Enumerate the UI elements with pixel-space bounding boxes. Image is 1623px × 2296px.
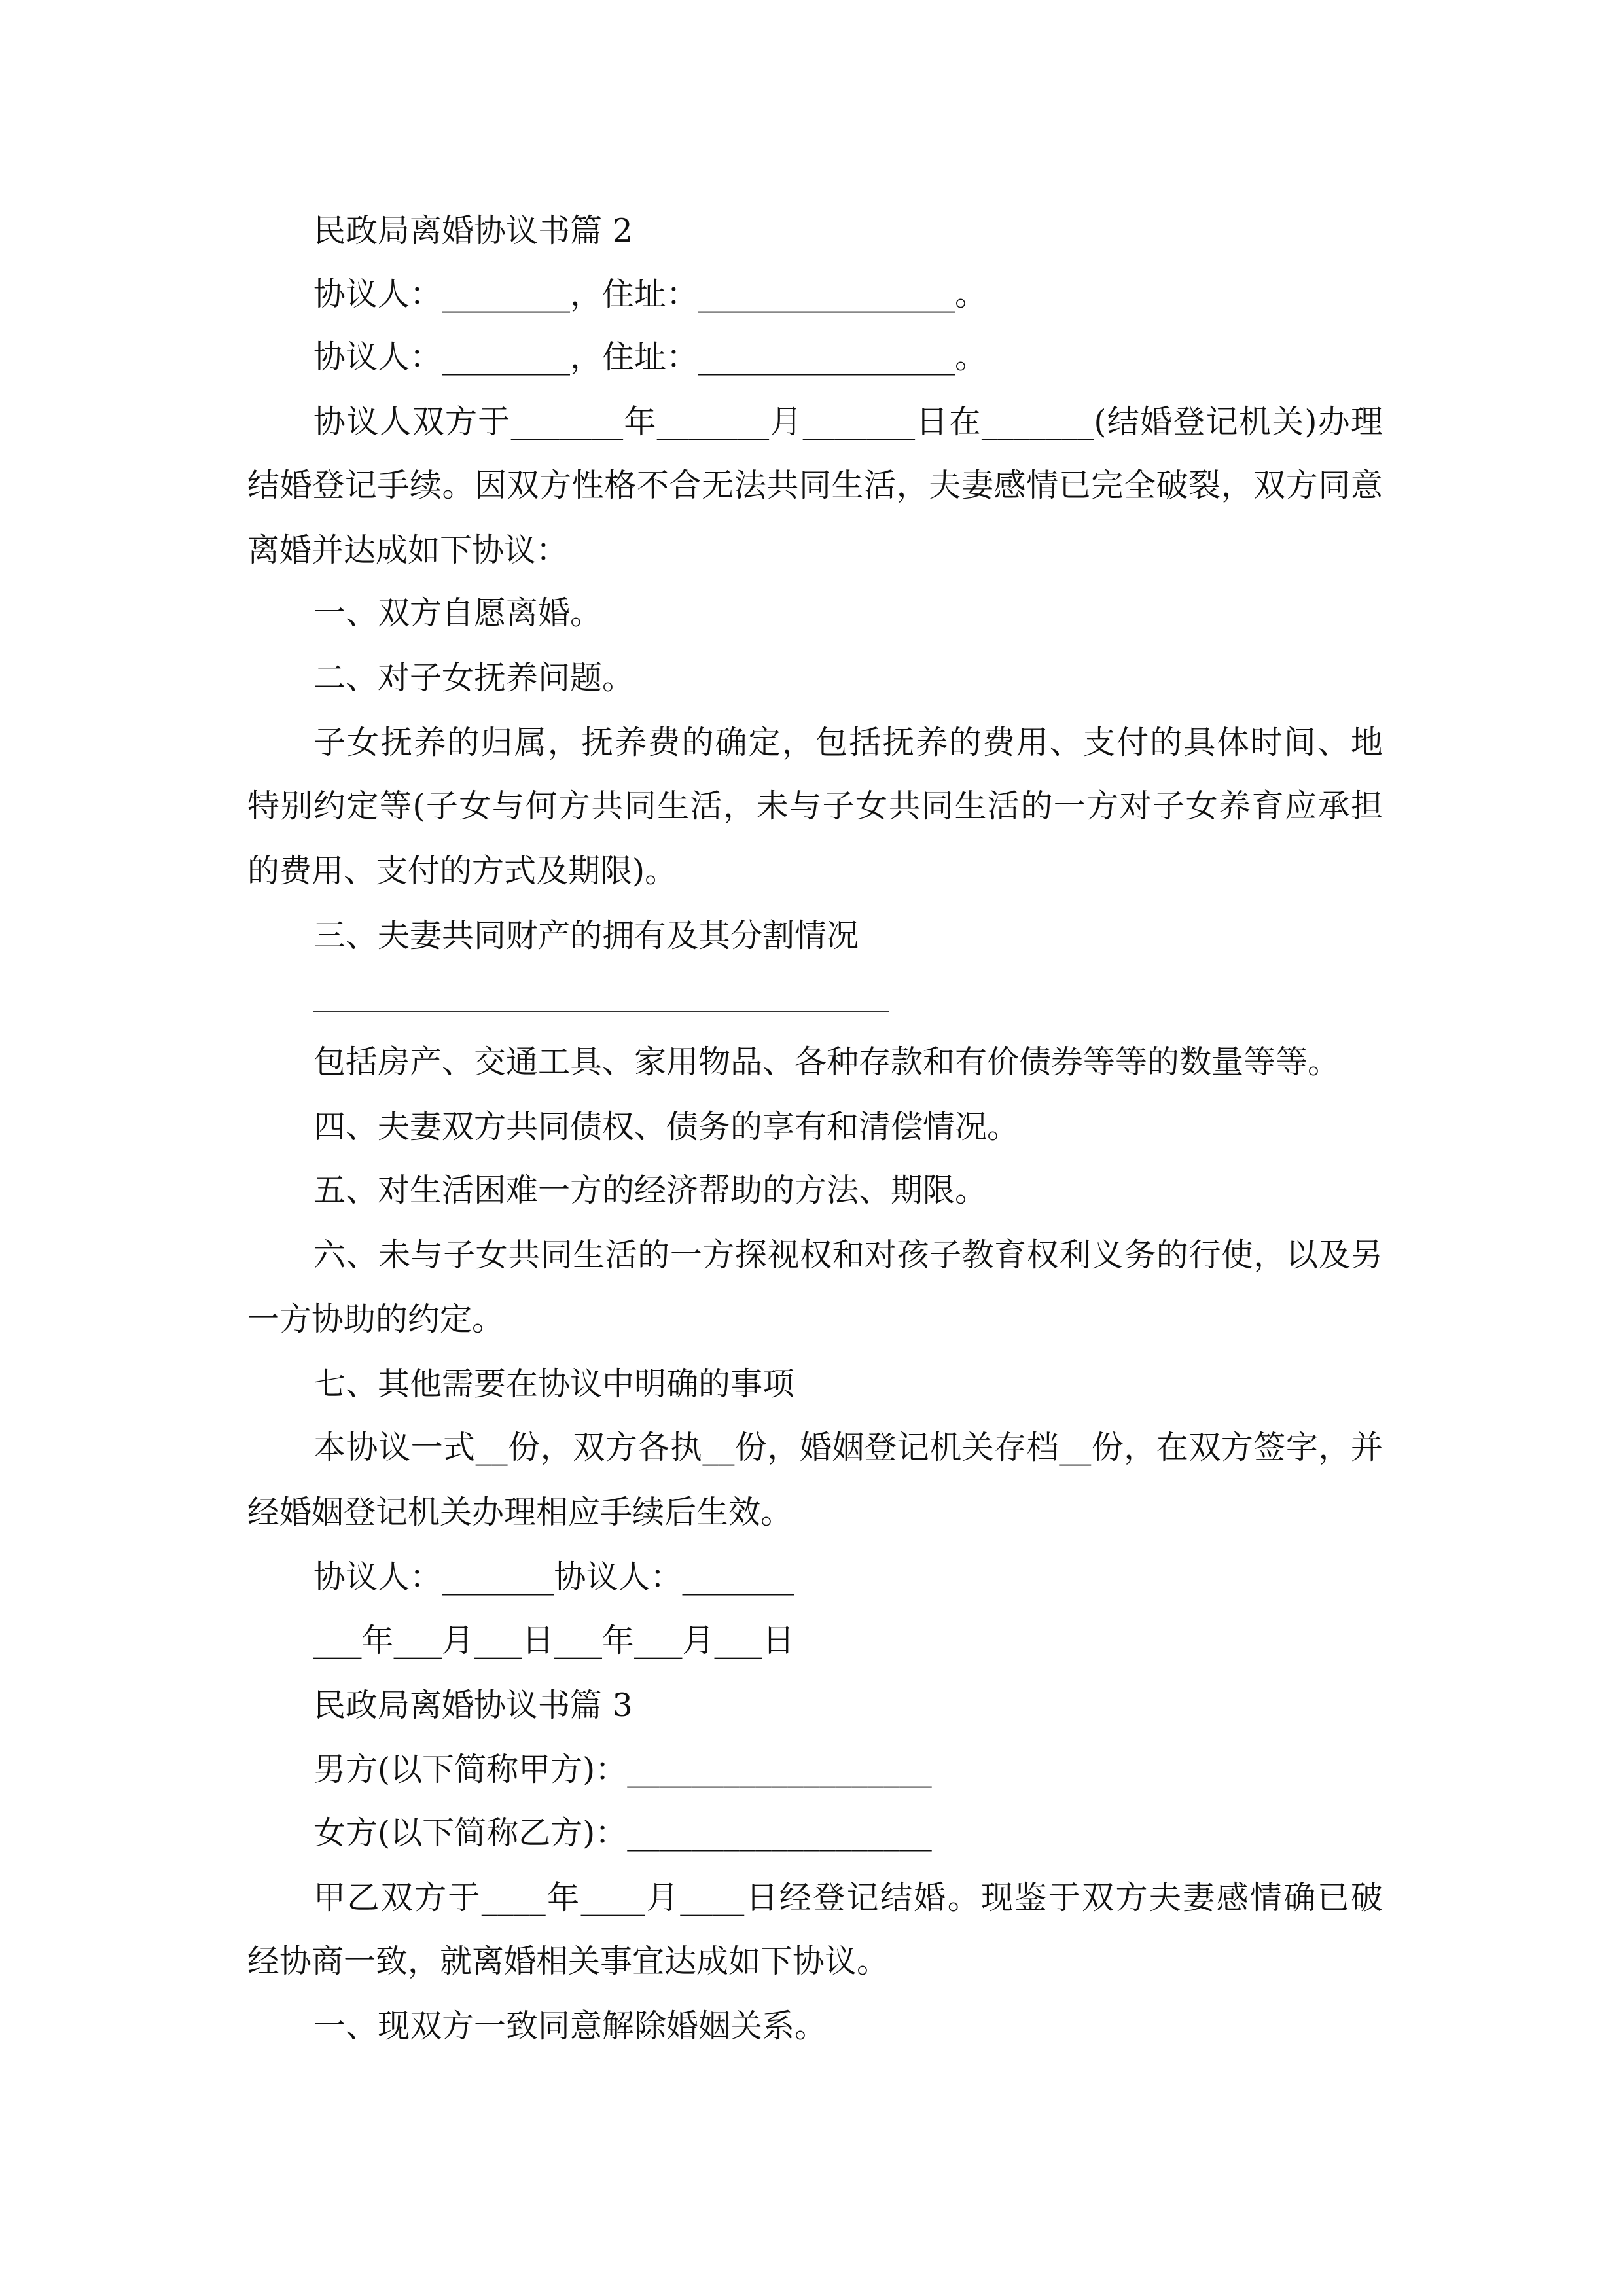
clause-2: 二、对子女抚养问题。 (313, 659, 635, 696)
paragraph-line: 甲乙双方于____年____月____日经登记结婚。现鉴于双方夫妻感情确已破 (313, 1879, 1383, 1916)
paragraph-line: 协议人双方于_______年_______月_______日在_______(结婚登记机关)办理 (313, 403, 1383, 440)
paragraph-line: 结婚登记手续。因双方性格不合无法共同生活，夫妻感情已完全破裂，双方同意 (247, 467, 1383, 504)
section-title-3: 民政局离婚协议书篇 3 (313, 1687, 633, 1724)
paragraph-line: 子女抚养的归属，抚养费的确定，包括抚养的费用、支付的具体时间、地 (313, 724, 1383, 761)
paragraph-line: 特别约定等(子女与何方共同生活，未与子女共同生活的一方对子女养育应承担 (247, 787, 1383, 825)
paragraph-line: 包括房产、交通工具、家用物品、各种存款和有价债券等等的数量等等。 (313, 1043, 1340, 1081)
signature-line: 协议人：_______协议人：_______ (313, 1558, 795, 1596)
paragraph-line: 经婚姻登记机关办理相应手续后生效。 (247, 1494, 793, 1531)
blank-rule (313, 1011, 889, 1012)
paragraph-line: 一方协助的约定。 (247, 1300, 505, 1338)
paragraph-line: 的费用、支付的方式及期限)。 (247, 852, 677, 889)
clause-1: 一、现双方一致同意解除婚姻关系。 (313, 2007, 827, 2045)
section-title-2: 民政局离婚协议书篇 2 (313, 212, 633, 249)
clause-5: 五、对生活困难一方的经济帮助的方法、期限。 (313, 1172, 988, 1209)
paragraph-line: 离婚并达成如下协议： (247, 531, 569, 569)
clause-7: 七、其他需要在协议中明确的事项 (313, 1365, 795, 1403)
clause-4: 四、夫妻双方共同债权、债务的享有和清偿情况。 (313, 1108, 1020, 1145)
female-party-line: 女方(以下简称乙方)：___________________ (313, 1814, 932, 1852)
party-line-2: 协议人：________，住址：________________。 (313, 338, 988, 376)
paragraph-line: 经协商一致，就离婚相关事宜达成如下协议。 (247, 1943, 889, 1980)
paragraph-line: 本协议一式__份，双方各执__份，婚姻登记机关存档__份，在双方签字，并 (313, 1429, 1383, 1466)
date-line: ___年___月___日___年___月___日 (313, 1622, 795, 1659)
clause-6: 六、未与子女共同生活的一方探视权和对孩子教育权利义务的行使，以及另 (313, 1236, 1383, 1274)
male-party-line: 男方(以下简称甲方)：___________________ (313, 1751, 932, 1788)
clause-3: 三、夫妻共同财产的拥有及其分割情况 (313, 917, 859, 954)
clause-1: 一、双方自愿离婚。 (313, 594, 603, 632)
party-line-1: 协议人：________，住址：________________。 (313, 276, 988, 313)
